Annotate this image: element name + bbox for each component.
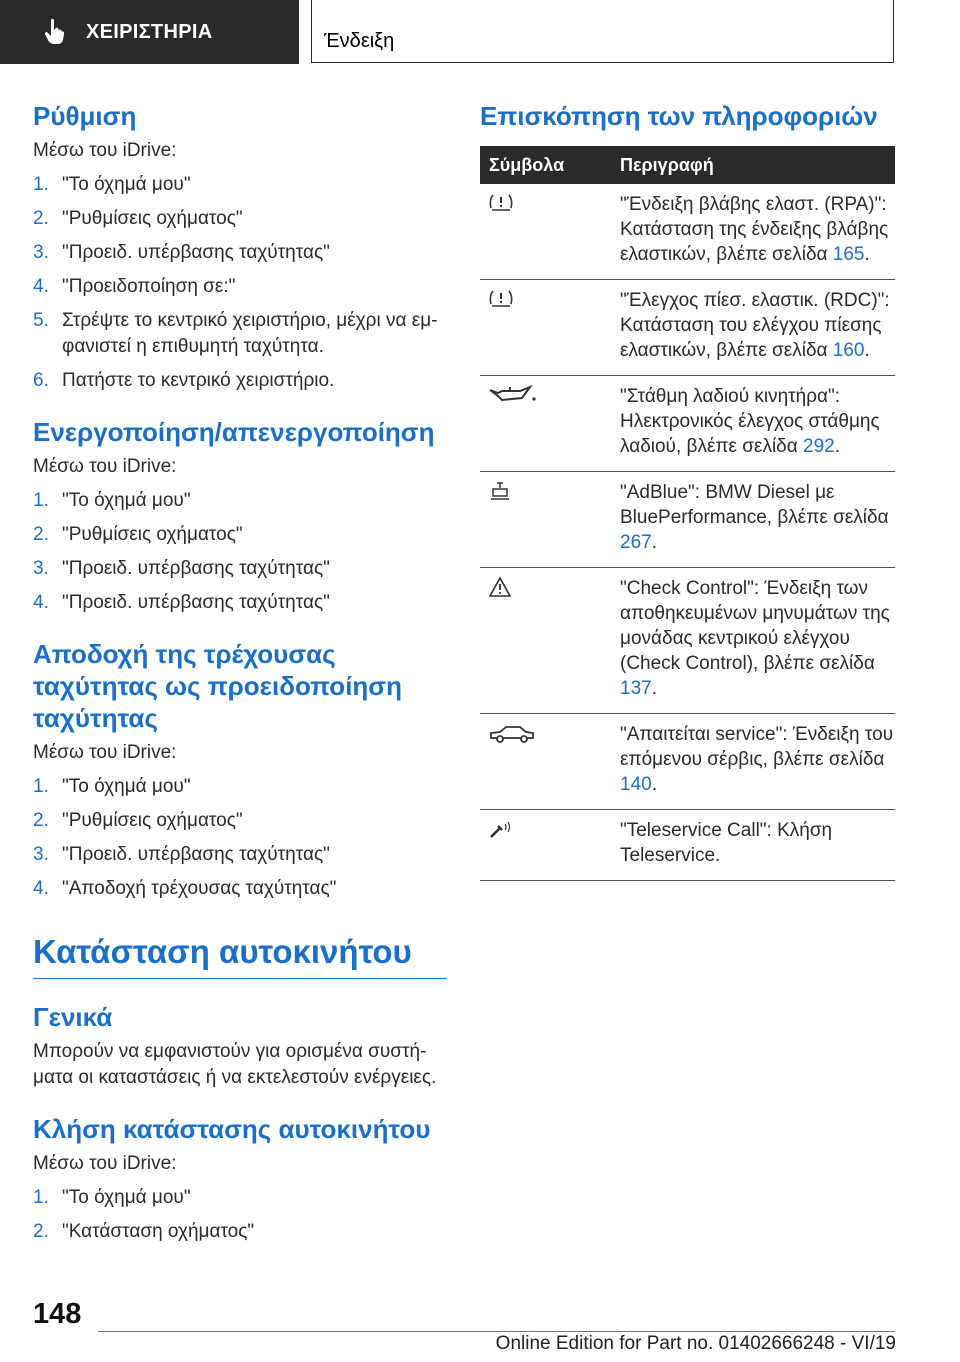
list-item — [33, 368, 447, 394]
intro-text: Μέσω του iDrive: — [33, 456, 177, 477]
list-item — [33, 274, 447, 300]
step-text: "Αποδοχή τρέχουσας ταχύτητας" — [62, 878, 337, 899]
step-text: "Προειδ. υπέρβασης ταχύτητας" — [62, 844, 330, 865]
teleservice-wrench-icon — [488, 818, 514, 840]
list-item — [33, 240, 447, 266]
adblue-icon — [488, 480, 512, 502]
step-number: 2. — [33, 1221, 49, 1242]
step-text: "Ρυθμίσεις οχήματος" — [62, 208, 243, 229]
footer-divider — [98, 1331, 895, 1332]
intro-text: Μέσω του iDrive: — [33, 742, 177, 763]
hand-pointer-icon — [40, 17, 70, 47]
page-link[interactable]: 160 — [832, 340, 865, 361]
column-header-symbols: Σύμβολα — [480, 146, 608, 184]
row-description: "Ένδειξη βλάβης ελαστ. (RPA)": Κατάσταση της ένδειξης βλάβης ελαστικών, βλέπε σελίδα — [620, 194, 889, 265]
step-text: "Το όχημά μου" — [62, 490, 191, 511]
list-item — [33, 522, 447, 548]
step-number: 2. — [33, 810, 49, 831]
row-description: "Στάθμη λαδιού κινητήρα": Ηλεκτρονικός έλεγχος στάθμης λαδιού, βλέπε σελίδα — [620, 386, 880, 457]
tire-warning-icon — [488, 192, 514, 214]
page-link[interactable]: 267 — [620, 532, 652, 553]
row-description: "Απαιτείται service": Ένδειξη του επόμενου σέρβις, βλέπε σελίδα — [620, 724, 894, 770]
section-toggle — [33, 416, 447, 616]
step-text: "Ρυθμίσεις οχήματος" — [62, 810, 243, 831]
step-text: "Προειδ. υπέρβασης ταχύτητας" — [62, 558, 330, 579]
tire-pressure-icon — [488, 288, 514, 310]
list-item — [33, 1185, 447, 1211]
row-description: "Check Control": Ένδειξη των αποθηκευμένων μηνυμάτων της μονάδας κεντρικού ελέγχου (Check Control), βλέπε σελίδα — [620, 578, 890, 674]
steps-list — [33, 488, 447, 616]
list-item — [33, 172, 447, 198]
row-end: . — [864, 244, 870, 265]
intro-text: Μέσω του iDrive: — [33, 1153, 177, 1174]
step-number: 1. — [33, 1187, 49, 1208]
step-number: 5. — [33, 310, 49, 331]
list-item — [33, 308, 447, 360]
left-column — [33, 100, 447, 1245]
step-number: 6. — [33, 370, 49, 391]
page-link[interactable]: 137 — [620, 678, 652, 699]
table-row — [480, 810, 895, 881]
list-item — [33, 206, 447, 232]
step-text: "Ρυθμίσεις οχήματος" — [62, 524, 243, 545]
page-link[interactable]: 292 — [803, 436, 835, 457]
section-heading: Ενεργοποίηση/απενεργοποίηση — [33, 417, 435, 447]
steps-list — [33, 172, 447, 394]
step-number: 1. — [33, 174, 49, 195]
step-number: 3. — [33, 242, 49, 263]
list-item — [33, 808, 447, 834]
step-text: Στρέψτε το κεντρικό χειριστήριο, μέχρι να εμφανιστεί η επιθυμητή ταχύτητα. — [62, 310, 438, 357]
table-row — [480, 280, 895, 376]
symbols-table — [480, 146, 895, 881]
list-item — [33, 488, 447, 514]
table-row — [480, 376, 895, 472]
section-status-call — [33, 1113, 447, 1245]
section-heading: Επισκόπηση των πληροφοριών — [480, 101, 878, 131]
row-end: . — [864, 340, 870, 361]
row-end: . — [834, 436, 841, 457]
steps-list — [33, 1185, 447, 1245]
page-number: 148 — [33, 1298, 82, 1330]
list-item — [33, 876, 447, 902]
table-header-row — [480, 146, 895, 184]
step-number: 4. — [33, 878, 49, 899]
step-number: 2. — [33, 208, 49, 229]
page-link[interactable]: 140 — [620, 774, 652, 795]
column-header-description: Περιγραφή — [608, 146, 895, 184]
step-text: Πατήστε το κεντρικό χειριστήριο. — [62, 370, 335, 391]
step-number: 1. — [33, 776, 49, 797]
step-text: "Προειδ. υπέρβασης ταχύτητας" — [62, 242, 330, 263]
section-heading: Κλήση κατάστασης αυτοκινήτου — [33, 1114, 431, 1144]
step-text: "Προειδοποίηση σε:" — [62, 276, 236, 297]
row-description: "Teleservice Call": Κλήση Teleservice. — [620, 820, 833, 866]
warning-triangle-icon — [488, 576, 512, 598]
section-heading: Ρύθμιση — [33, 101, 137, 131]
list-item — [33, 590, 447, 616]
section-accept-speed — [33, 638, 447, 902]
section-title: Ένδειξη — [324, 30, 395, 52]
step-number: 2. — [33, 524, 49, 545]
table-row — [480, 184, 895, 280]
edition-text: Online Edition for Part no. 01402666248 - VI/19 — [495, 1333, 896, 1354]
row-end: . — [651, 774, 657, 795]
step-text: "Προειδ. υπέρβασης ταχύτητας" — [62, 592, 330, 613]
table-row — [480, 568, 895, 714]
steps-list — [33, 774, 447, 902]
body-text: Μπορούν να εμφανιστούν για ορισμένα συστήματα οι καταστάσεις ή να εκτελεστούν ενέργειες. — [33, 1041, 437, 1088]
step-number: 4. — [33, 592, 49, 613]
section-general — [33, 1001, 447, 1091]
chapter-heading: Κατάσταση αυτοκινήτου — [33, 932, 447, 979]
section-tab — [311, 0, 894, 63]
intro-text: Μέσω του iDrive: — [33, 140, 177, 161]
step-text: "Κατάσταση οχήματος" — [62, 1221, 255, 1242]
row-end: . — [651, 678, 657, 699]
table-row — [480, 472, 895, 568]
step-text: "Το όχημά μου" — [62, 776, 191, 797]
chapter-title: ΧΕΙΡΙΣΤΗΡΙΑ — [86, 20, 213, 43]
oil-can-icon — [488, 384, 538, 408]
list-item — [33, 774, 447, 800]
step-number: 3. — [33, 558, 49, 579]
list-item — [33, 842, 447, 868]
step-text: "Το όχημά μου" — [62, 1187, 191, 1208]
row-description: "AdBlue": BMW Diesel με BluePerformance, βλέπε σελίδα — [620, 482, 889, 528]
section-heading: Αποδοχή της τρέχουσας ταχύτητας ως προειδοποίηση ταχύτητας — [33, 639, 402, 733]
right-column — [480, 100, 895, 881]
section-setting — [33, 100, 447, 394]
list-item — [33, 1219, 447, 1245]
step-number: 1. — [33, 490, 49, 511]
step-text: "Το όχημά μου" — [62, 174, 191, 195]
page-link[interactable]: 165 — [832, 244, 865, 265]
row-description: "Έλεγχος πίεσ. ελαστικ. (RDC)": Κατάσταση του ελέγχου πίεσης ελαστικών, βλέπε σελίδα — [620, 290, 890, 361]
list-item — [33, 556, 447, 582]
section-heading: Γενικά — [33, 1002, 113, 1032]
car-service-icon — [488, 722, 536, 746]
table-row — [480, 714, 895, 810]
row-end: . — [651, 532, 657, 553]
step-number: 3. — [33, 844, 49, 865]
chapter-tab — [0, 0, 299, 64]
step-number: 4. — [33, 276, 49, 297]
